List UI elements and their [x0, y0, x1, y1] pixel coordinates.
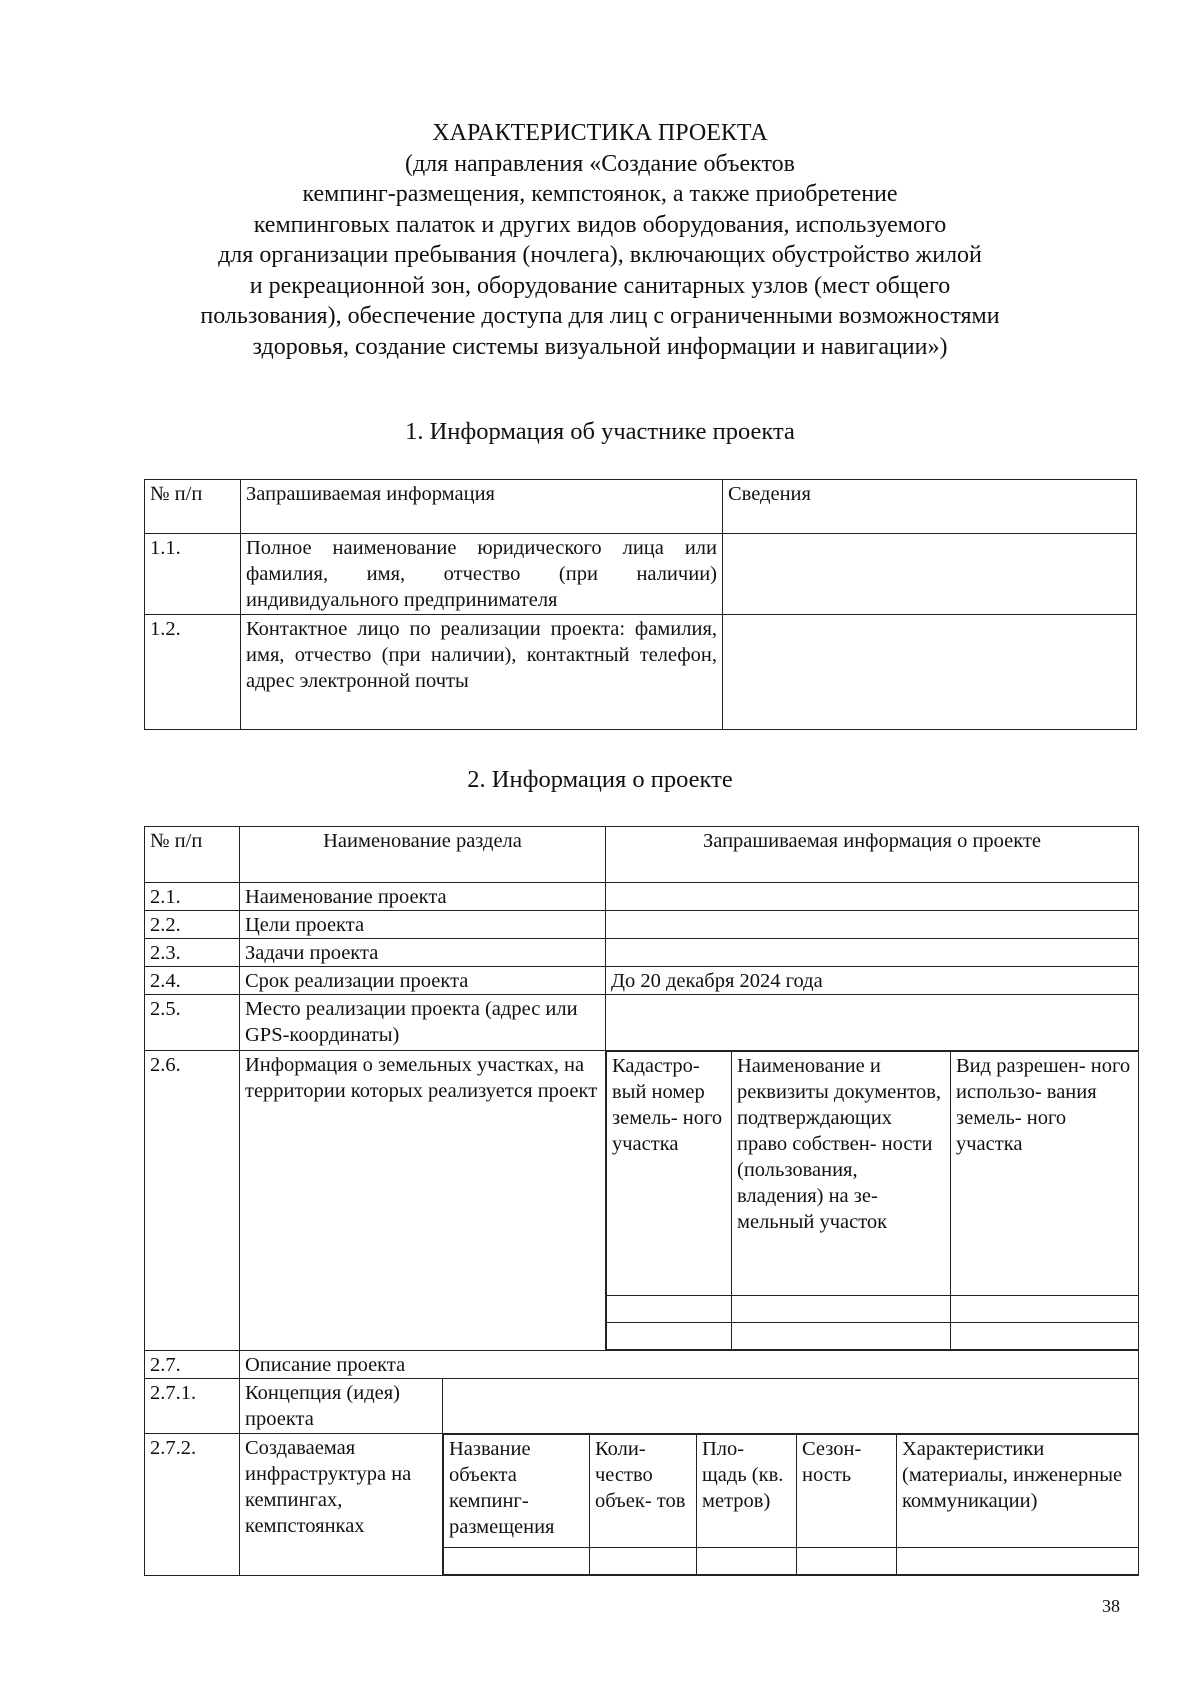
table-row-infrastructure — [145, 1434, 1139, 1576]
row-value-field[interactable] — [606, 883, 1139, 911]
subtable-row — [444, 1548, 1139, 1575]
section2-title: 2. Информация о проекте — [467, 766, 733, 793]
row-value-field[interactable] — [606, 995, 1139, 1051]
cadastral-field[interactable] — [607, 1323, 732, 1350]
subtitle-line: кемпинговых палаток и других видов оборудования, используемого — [253, 211, 947, 238]
table-row-land-plots — [145, 1051, 1139, 1351]
row-section: Место реализации проекта (адрес или GPS-координаты) — [240, 995, 606, 1051]
row-info-field[interactable] — [723, 615, 1137, 730]
row-value-field[interactable] — [443, 1379, 1139, 1434]
row-num: 2.7.2. — [145, 1434, 240, 1576]
cadastral-field[interactable] — [607, 1296, 732, 1323]
permitted-use-field[interactable] — [951, 1323, 1139, 1350]
table-row — [145, 911, 1139, 939]
table-row — [145, 883, 1139, 911]
table-header-row — [145, 480, 1137, 534]
subheader-documents: Наименование и реквизиты документов, подтверждающих право собствен- ности (пользования, владения) на зе- мельный участок — [732, 1052, 951, 1296]
seasonality-field[interactable] — [797, 1548, 897, 1575]
participant-info-table — [144, 479, 1137, 730]
subtitle-line: и рекреационной зон, оборудование санитарных узлов (мест общего — [249, 272, 951, 299]
subtable-header-row — [607, 1052, 1139, 1296]
table-row — [145, 534, 1137, 615]
row-requested: Контактное лицо по реализации проекта: фамилия, имя, отчество (при наличии), контактный телефон, адрес электронной почты — [241, 615, 723, 730]
area-field[interactable] — [697, 1548, 797, 1575]
page-number: 38 — [1102, 1596, 1120, 1616]
row-value-field[interactable]: До 20 декабря 2024 года — [606, 967, 1139, 995]
subheader-quantity: Коли- чество объек- тов — [590, 1435, 697, 1548]
row-info-field[interactable] — [723, 534, 1137, 615]
table-row — [145, 1351, 1139, 1379]
row-num: 1.1. — [145, 534, 241, 615]
header-num: № п/п — [145, 480, 241, 534]
project-info-table — [144, 826, 1139, 1576]
documents-field[interactable] — [732, 1323, 951, 1350]
land-plots-subtable — [606, 1051, 1139, 1350]
row-section: Срок реализации проекта — [240, 967, 606, 995]
subheader-seasonality: Сезон- ность — [797, 1435, 897, 1548]
row-num: 2.7. — [145, 1351, 240, 1379]
subtitle-line: кемпинг-размещения, кемпстоянок, а также приобретение — [302, 181, 898, 207]
row-value-field[interactable] — [606, 939, 1139, 967]
documents-field[interactable] — [732, 1296, 951, 1323]
row-value-field[interactable] — [606, 911, 1139, 939]
row-requested: Полное наименование юридического лица или фамилия, имя, отчество (при наличии) индивидуального предпринимателя — [241, 534, 723, 615]
header-requested: Запрашиваемая информация о проекте — [606, 827, 1139, 883]
subtable-row — [607, 1323, 1139, 1350]
subheader-object-name: Название объекта кемпинг- размещения — [444, 1435, 590, 1548]
row-num: 1.2. — [145, 615, 241, 730]
characteristics-field[interactable] — [897, 1548, 1139, 1575]
header-info: Сведения — [723, 480, 1137, 534]
subheader-cadastral: Кадастро- вый номер земель- ного участка — [607, 1052, 732, 1296]
header-num: № п/п — [145, 827, 240, 883]
infrastructure-subtable-cell — [443, 1434, 1139, 1576]
row-section: Наименование проекта — [240, 883, 606, 911]
row-section: Информация о земельных участках, на территории которых реализуется проект — [240, 1051, 606, 1351]
subtable-header-row — [444, 1435, 1139, 1548]
row-section: Описание проекта — [240, 1351, 1139, 1379]
quantity-field[interactable] — [590, 1548, 697, 1575]
row-num: 2.2. — [145, 911, 240, 939]
permitted-use-field[interactable] — [951, 1296, 1139, 1323]
row-num: 2.4. — [145, 967, 240, 995]
row-num: 2.1. — [145, 883, 240, 911]
row-num: 2.5. — [145, 995, 240, 1051]
row-section: Концепция (идея) проекта — [240, 1379, 443, 1434]
row-section: Создаваемая инфраструктура на кемпингах, кемпстоянках — [240, 1434, 443, 1576]
subtitle-line: здоровья, создание системы визуальной информации и навигации») — [252, 333, 948, 360]
document-title: ХАРАКТЕРИСТИКА ПРОЕКТА — [432, 120, 768, 146]
row-num: 2.6. — [145, 1051, 240, 1351]
table-row — [145, 1379, 1139, 1434]
row-section: Цели проекта — [240, 911, 606, 939]
table-row — [145, 615, 1137, 730]
object-name-field[interactable] — [444, 1548, 590, 1575]
row-num: 2.7.1. — [145, 1379, 240, 1434]
subheader-permitted-use: Вид разрешен- ного использо- вания земель- ного участка — [951, 1052, 1139, 1296]
infrastructure-subtable — [443, 1434, 1139, 1575]
land-plots-subtable-cell — [606, 1051, 1139, 1351]
subtable-row — [607, 1296, 1139, 1323]
document-heading — [0, 118, 1200, 362]
table-row — [145, 967, 1139, 995]
row-section: Задачи проекта — [240, 939, 606, 967]
header-requested: Запрашиваемая информация — [241, 480, 723, 534]
section1-title: 1. Информация об участнике проекта — [405, 418, 795, 445]
header-section: Наименование раздела — [240, 827, 606, 883]
subtitle-line: для организации пребывания (ночлега), включающих обустройство жилой — [218, 242, 982, 268]
subheader-characteristics: Характеристики (материалы, инженерные коммуникации) — [897, 1435, 1139, 1548]
table-header-row — [145, 827, 1139, 883]
subtitle-line: (для направления «Создание объектов — [404, 150, 796, 177]
row-num: 2.3. — [145, 939, 240, 967]
table-row — [145, 995, 1139, 1051]
table-row — [145, 939, 1139, 967]
subheader-area: Пло- щадь (кв. метров) — [697, 1435, 797, 1548]
subtitle-line: пользования), обеспечение доступа для лиц с ограниченными возможностями — [200, 303, 1000, 329]
